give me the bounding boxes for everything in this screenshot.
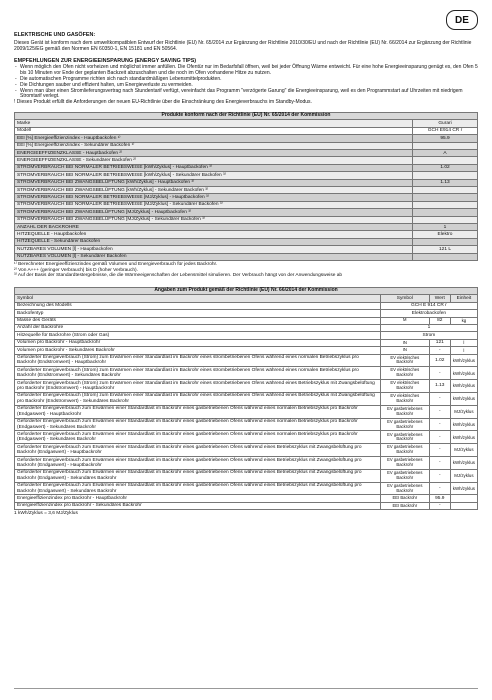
table2-row-value: Elektrobackofen [380, 310, 477, 317]
table1-row-value [413, 187, 478, 194]
table1-row-label: Modell [15, 127, 413, 134]
table2-row [15, 418, 478, 431]
table2-row-unit: MJ/zyklus [450, 405, 477, 418]
table1-row-value: Gurari [413, 120, 478, 127]
saving-tip: - Die Dichtungen sauber und effizient halten, um Energieverluste zu vermeiden. [14, 83, 478, 89]
table2-row-symbol: EEI Backrohr [380, 502, 429, 509]
table2-row [15, 367, 478, 380]
section-saving-tips [14, 58, 478, 106]
table1-row-value: 1.13 [413, 179, 478, 186]
table2-row-symbol: EV gasbetriebenes Backrohr [380, 405, 429, 418]
table1-row-value: 1 [413, 224, 478, 231]
table2-row-symbol: EV gasbetriebenes Backrohr [380, 482, 429, 495]
table2-row-value: 1 [380, 324, 477, 331]
table2-row-symbol: EV gasbetriebenes Backrohr [380, 418, 429, 431]
table1-row-value: 1.02 [413, 164, 478, 171]
table1-row-value [413, 209, 478, 216]
section-title-electrical: ELEKTRISCHE UND GASÖFEN: [14, 32, 96, 38]
table2-row [15, 302, 478, 309]
table2-row [15, 469, 478, 482]
table1-row [15, 238, 478, 245]
table2-row-value: - [429, 502, 450, 509]
table-66-2014 [14, 287, 478, 516]
table2-row [15, 324, 478, 331]
table1-row-label: STROMVERBRAUCH BEI ZWANGSBELÜFTUNG [MJ/Zyklus] - Sekundärer Backofen ³⁾ [15, 216, 413, 223]
table2-row [15, 354, 478, 367]
table1-row-value [413, 142, 478, 149]
table1-row [15, 142, 478, 149]
table2-footer: 1 kWh/Zyklus = 3,6 MJ/Zyklus [14, 511, 78, 517]
table2-row-value: - [429, 444, 450, 457]
table1-row-label: HITZEQUELLE - Sekundärer Backofen [15, 238, 413, 245]
table2-row-unit: kWh/zyklus [450, 457, 477, 470]
table2-row-value: - [429, 431, 450, 444]
table2-row-value: - [429, 392, 450, 405]
table2-row-value: 1.02 [429, 354, 450, 367]
table2-row-value: - [429, 347, 450, 354]
table1-footnote: ³⁾ Auf der Basis der Standardtestergebnisse, die die Wärmeeigenschaften der Lebensmittel simulieren. Der Verbrauch hängt von der Anwendungsweise ab [14, 273, 343, 279]
table1-row-value: GCH E914 CR r [413, 127, 478, 134]
table2-row [15, 482, 478, 495]
table1-row [15, 224, 478, 231]
table2-row-value: 82 [429, 317, 450, 324]
table2-row-symbol: EV elektrisches Backrohr [380, 354, 429, 367]
table1-row-label: ENERGIEEFFIZIENZKLASSE - Hauptbackofen ²⁾ [15, 150, 413, 157]
table2-row-value: - [429, 469, 450, 482]
table2-row-unit: kWh/zyklus [450, 354, 477, 367]
table2-row-value: 95.9 [429, 495, 450, 502]
table2-row-label: Energieeffizienzindex pro Backrohr - Sekundäres Backrohr [15, 502, 381, 509]
table1-row-label: Marke [15, 120, 413, 127]
table2-row-unit: MJ/zyklus [450, 444, 477, 457]
table1-row [15, 172, 478, 179]
table1-row-value [413, 194, 478, 201]
table2-row [15, 502, 478, 509]
standby-note: ! Dieses Produkt erfüllt die Anforderungen der neuen EU-Richtlinie über die Einschränkung des Energieverbrauchs im Standby-Modus. [14, 99, 312, 106]
table2-row-label: Volumen pro Backrohr - Sekundäres Backrohr [15, 347, 381, 354]
table1-row [15, 135, 478, 142]
table2-row [15, 495, 478, 502]
table2-row-label: Geforderter Energieverbrauch zum Erwärmen einer Standardlast im Backrohr eines gasbetriebenen Ofens während eines normalen Betriebszyklus pro Backrohr (Endgaswert) - Sekundäres Backrohr [15, 418, 381, 431]
language-badge: DE [446, 10, 478, 30]
table1-row [15, 216, 478, 223]
table2-row-unit: l [450, 347, 477, 354]
table1-row [15, 201, 478, 208]
table2-row-value: - [429, 482, 450, 495]
standby-note-text: Dieses Produkt erfüllt die Anforderungen der neuen EU-Richtlinie über die Einschränkung des Energieverbrauchs im Standby-Modus. [16, 99, 312, 106]
table1-row-label: STROMVERBRAUCH BEI NORMALER BETRIEBSWEISE [MJ/Zyklus] - Hauptbackofen ³⁾ [15, 194, 413, 201]
table2-row-unit: l [450, 339, 477, 346]
table2-row-label: Bezeichnung des Modells [15, 302, 381, 309]
saving-tip: - Die automatischen Programme richten sich nach standardmäßigen Lebensmittelprodukten. [14, 77, 478, 83]
table2-row [15, 444, 478, 457]
table2-row-value: - [429, 418, 450, 431]
table2-row-label: Geforderter Energieverbrauch zum Erwärmen einer Standardlast im Backrohr eines gasbetriebenen Ofens während eines normalen Betriebszyklus pro Backrohr (Endgaswert) - Hauptbackrohr [15, 405, 381, 418]
table1-row-value [413, 238, 478, 245]
table2-row-value: - [429, 457, 450, 470]
table1-row [15, 246, 478, 253]
table2-row-symbol: EV gasbetriebenes Backrohr [380, 469, 429, 482]
table2-row-label: Energieeffizienzindex pro Backrohr - Hauptbackrohr [15, 495, 381, 502]
table2-head-unit: Einheit [450, 295, 477, 302]
table2-row [15, 310, 478, 317]
table1-row-label: ANZAHL DER BACKROHRE [15, 224, 413, 231]
table1-row-value: A [413, 150, 478, 157]
table1-row [15, 194, 478, 201]
bottom-rule [14, 688, 478, 689]
table2-row-symbol: EV elektrisches Backrohr [380, 380, 429, 393]
table2-row-value: GCH E 914 CR r [380, 302, 477, 309]
table2-row [15, 347, 478, 354]
section-electrical [14, 32, 478, 52]
table2-row-label: Geforderter Energieverbrauch (Strom) zum Erwärmen einer Standardlast im Backrohr eines strombetriebenen Ofens während eines normalen Betriebszyklus pro Backrohr (Endstromwert) - Sekundäres Backrohr [15, 367, 381, 380]
table2-row-label: Geforderter Energieverbrauch zum Erwärmen einer Standardlast im Backrohr eines gasbetriebenen Ofens während eines Betriebszyklus mit Zwangsbelüftung pro Backrohr (Endgaswert) - Hauptbackrohr [15, 444, 381, 457]
table2-row-label: Geforderter Energieverbrauch (Strom) zum Erwärmen einer Standardlast im Backrohr eines strombetriebenen Ofens während eines Betriebszyklus mit Zwangsbelüftung pro Backrohr (Endstromwert) - Hauptbackrohr [15, 380, 381, 393]
table2-title: Angaben zum Produkt gemäß der Richtlinie (EU) Nr. 66/2014 der Kommission [15, 287, 478, 294]
table2-row-unit: kWh/zyklus [450, 380, 477, 393]
table1-row [15, 157, 478, 164]
table1-row-label: EEI [%] Energieeffizienzindex - Hauptbackofen ¹⁾ [15, 135, 413, 142]
table1-row-label: STROMVERBRAUCH BEI ZWANGSBELÜFTUNG [kWh/Zyklus] - Hauptbackofen ³⁾ [15, 179, 413, 186]
table2-row [15, 380, 478, 393]
table2-row-label: Hitzequelle für Backrohre (Strom oder Gas) [15, 332, 381, 339]
table1-row [15, 120, 478, 127]
saving-tip: - Wenn möglich den Ofen nicht vorheizen und möglichst immer anfüllen. Die Ofentür nur im Bedarfsfall öffnen, weil bei jeder Öffnung Wärme entweicht. Für eine hohe Energieeinsparung genügt es, den Ofen 5 bis 10 Minuten vor Ende der geplanten Backzeit abzuschalten und die noch im Ofen vorhandene Hitze zu nutzen. [14, 65, 478, 77]
table2-row-value: 121 [429, 339, 450, 346]
table2-row-label: Geforderter Energieverbrauch zum Erwärmen einer Standardlast im Backrohr eines gasbetriebenen Ofens während eines Betriebszyklus mit Zwangsbelüftung pro Backrohr (Endgaswert) - Hauptbackrohr [15, 457, 381, 470]
table2-head-symbol: Symbol [380, 295, 429, 302]
table1-footnote: ¹⁾ Berechneter Energieeffizienzindex gemäß Volumen und Energieverbrauch für jedes Backrohr. [14, 262, 218, 268]
table2-row-label: Volumen pro Backrohr - Hauptbackrohr [15, 339, 381, 346]
electrical-text: Dieses Gerät ist konform nach dem umweltkompatiblen Entwurf der Richtlinie (EU) Nr. 65/2014 zur Ergänzung der Richtlinie 2010/30/EU und nach der Richtlinie (EU) Nr. 66/2014 zur Ergänzung der Richtlinie 2009/125/EG gemäß den Normen EN 60350-1, EN 15181 und EN 50564. [14, 40, 472, 53]
table2-row-symbol: EV gasbetriebenes Backrohr [380, 431, 429, 444]
table2-row-label: Anzahl der Backrohre [15, 324, 381, 331]
table1-row-value [413, 201, 478, 208]
table1-row-value: 121 L [413, 246, 478, 253]
table1-row-label: NUTZBARES VOLUMEN [l] - Sekundärer Backofen [15, 253, 413, 260]
table1-row-label: EEI [%] Energieeffizienzindex - Sekundärer Backofen ¹⁾ [15, 142, 413, 149]
table1-footnote: ²⁾ Von A+++ (geringer Verbrauch) bis D (hoher Verbrauch). [14, 267, 138, 273]
table1-row [15, 164, 478, 171]
table2-row-symbol: EV gasbetriebenes Backrohr [380, 444, 429, 457]
table2-row-unit: kWh/zyklus [450, 392, 477, 405]
table2-row [15, 339, 478, 346]
table2-head-label: Symbol [15, 295, 381, 302]
table2-row-label: Geforderter Energieverbrauch zum Erwärmen einer Standardlast im Backrohr eines gasbetriebenen Ofens während eines Betriebszyklus mit Zwangsbelüftung pro Backrohr (Endgaswert) - Sekundäres Backrohr [15, 469, 381, 482]
table2-row-symbol: EV gasbetriebenes Backrohr [380, 457, 429, 470]
table2-row-symbol: IN [380, 347, 429, 354]
table2-header-row [15, 295, 478, 302]
table2-row-value: - [429, 367, 450, 380]
table2-row-value: 1.13 [429, 380, 450, 393]
table2-row [15, 332, 478, 339]
table2-row-value: - [429, 405, 450, 418]
table2-row-label: Geforderter Energieverbrauch (Strom) zum Erwärmen einer Standardlast im Backrohr eines strombetriebenen Ofens während eines Betriebszyklus mit Zwangsbelüftung pro Backrohr (Endstromwert) - Sekundäres Backrohr [15, 392, 381, 405]
table1-row-value [413, 216, 478, 223]
table2-row-label: Masse des Geräts [15, 317, 381, 324]
table2-row-label: Geforderter Energieverbrauch zum Erwärmen einer Standardlast im Backrohr eines gasbetriebenen Ofens während eines Betriebszyklus mit Zwangsbelüftung pro Backrohr (Endgaswert) - Sekundäres Backrohr [15, 482, 381, 495]
table1-row [15, 127, 478, 134]
table2-row-symbol: EEI Backrohr [380, 495, 429, 502]
table2-row-unit: kWh/zyklus [450, 367, 477, 380]
table1-row-label: HITZEQUELLE - Hauptbackofen [15, 231, 413, 238]
table2-row [15, 405, 478, 418]
table1-row [15, 187, 478, 194]
table1-row-label: STROMVERBRAUCH BEI ZWANGSBELÜFTUNG [MJ/Zyklus] - Hauptbackofen ³⁾ [15, 209, 413, 216]
table2-row-label: Geforderter Energieverbrauch (Strom) zum Erwärmen einer Standardlast im Backrohr eines strombetriebenen Ofens während eines normalen Betriebszyklus pro Backrohr (Endstromwert) - Hauptbackrohr [15, 354, 381, 367]
table2-row-label: Backofentyp [15, 310, 381, 317]
saving-tip: - Wenn man über einen Stromlieferungsvertrag nach Stundentarif verfügt, vereinfacht das Programm "verzögerte Garung" die Energieeinsparung, weil es den Programmstart auf Uhrzeiten mit niedrigem Stromtarif verlegt. [14, 89, 478, 101]
table2-row-unit: kWh/zyklus [450, 431, 477, 444]
table1-row [15, 179, 478, 186]
table2-row-value: Strom [380, 332, 477, 339]
section-title-saving: EMPFEHLUNGEN ZUR ENERGIEEINSPARUNG (ENERGY SAVING TIPS) [14, 58, 197, 65]
table1-row-label: NUTZBARES VOLUMEN [l] - Hauptbackofen [15, 246, 413, 253]
table2-row-symbol: IN [380, 339, 429, 346]
table1-row-value: Elektro [413, 231, 478, 238]
table1-title: Produkte konform nach der Richtlinie (EU) Nr. 65/2014 der Kommission [15, 112, 478, 119]
table2-row-unit [450, 495, 477, 502]
manual-page [14, 10, 478, 516]
table2-row [15, 317, 478, 324]
table1-row [15, 209, 478, 216]
table2-row [15, 457, 478, 470]
table2-row-unit: kg [450, 317, 477, 324]
table2-row-unit [450, 502, 477, 509]
table1-footnotes [14, 262, 478, 279]
table1-row-value [413, 172, 478, 179]
table2-row-label: Geforderter Energieverbrauch zum Erwärmen einer Standardlast im Backrohr eines gasbetriebenen Ofens während eines normalen Betriebszyklus pro Backrohr (Endgaswert) - Sekundäres Backrohr [15, 431, 381, 444]
table1-row-label: STROMVERBRAUCH BEI NORMALER BETRIEBSWEISE [MJ/Zyklus] - Sekundärer Backofen ³⁾ [15, 201, 413, 208]
table1-row-label: STROMVERBRAUCH BEI NORMALER BETRIEBSWEISE [kWh/Zyklus] - Sekundärer Backofen ³⁾ [15, 172, 413, 179]
table1-row-value [413, 157, 478, 164]
table1-row [15, 231, 478, 238]
table2-head-value: Wert [429, 295, 450, 302]
table2-row-symbol: EV elektrisches Backrohr [380, 392, 429, 405]
table1-row-label: ENERGIEEFFIZIENZKLASSE - Sekundärer Backofen ²⁾ [15, 157, 413, 164]
table2-row [15, 431, 478, 444]
table1-row [15, 253, 478, 260]
table1-row [15, 150, 478, 157]
table2-row-unit: kWh/zyklus [450, 418, 477, 431]
table2-row-unit: kWh/zyklus [450, 482, 477, 495]
table1-row-value [413, 253, 478, 260]
table2-row [15, 392, 478, 405]
table2-row-symbol: EV elektrisches Backrohr [380, 367, 429, 380]
table1-row-label: STROMVERBRAUCH BEI ZWANGSBELÜFTUNG [kWh/Zyklus] - Sekundärer Backofen ³⁾ [15, 187, 413, 194]
table2-row-unit: MJ/zyklus [450, 469, 477, 482]
saving-tips-list [14, 65, 478, 100]
table2-row-symbol: M [380, 317, 429, 324]
table1-row-value: 95.9 [413, 135, 478, 142]
table-65-2014 [14, 112, 478, 279]
table1-row-label: STROMVERBRAUCH BEI NORMALER BETRIEBSWEISE [kWh/Zyklus] - Hauptbackofen ³⁾ [15, 164, 413, 171]
